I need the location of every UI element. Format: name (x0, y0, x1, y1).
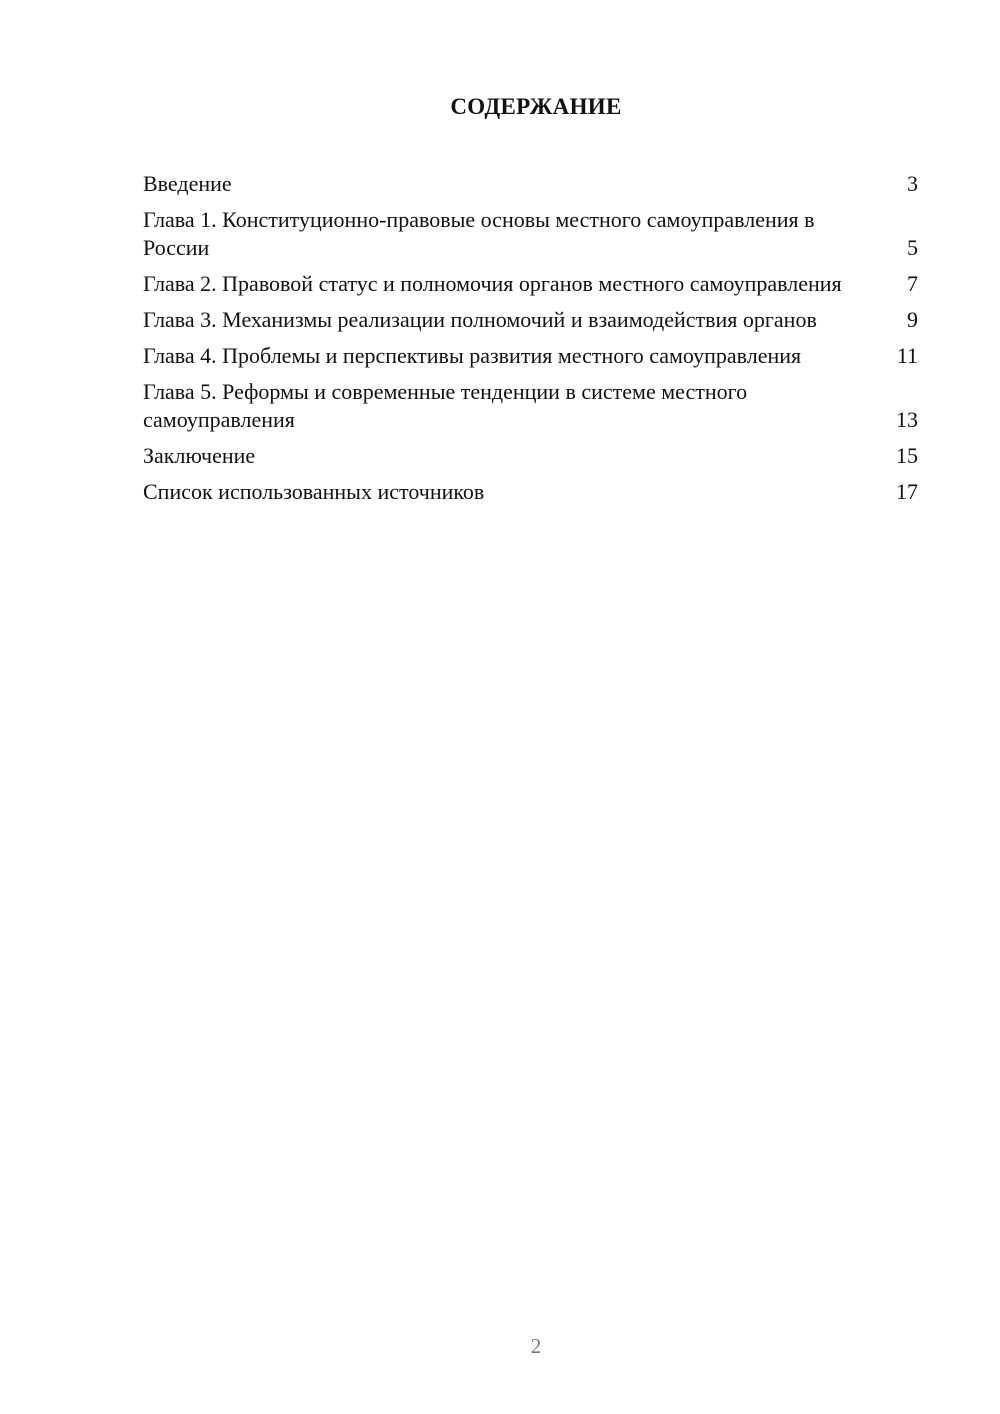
toc-entry-chapter-4 (143, 342, 918, 370)
toc-entry-label: Глава 5. Реформы и современные тенденции в системе местного самоуправления (143, 379, 748, 432)
toc-entry-references (143, 478, 918, 506)
toc-entry-page: 13 (896, 407, 918, 432)
toc-entry-page: 17 (896, 479, 918, 504)
toc-entry-label: Список использованных источников (143, 479, 485, 504)
toc-entry-label: Глава 1. Конституционно-правовые основы местного самоуправления в России (143, 207, 815, 260)
toc-entry-page: 11 (896, 343, 918, 368)
toc-entry-conclusion (143, 442, 918, 470)
toc-entry-label: Глава 2. Правовой статус и полномочия органов местного самоуправления (143, 271, 842, 296)
table-of-contents (143, 170, 918, 514)
toc-entry-label: Заключение (143, 443, 256, 468)
toc-entry-page: 5 (907, 235, 918, 260)
toc-entry-introduction (143, 170, 918, 198)
toc-entry-page: 9 (907, 307, 918, 332)
page-title: СОДЕРЖАНИЕ (450, 94, 622, 119)
toc-entry-label: Глава 4. Проблемы и перспективы развития местного самоуправления (143, 343, 802, 368)
page-number: 2 (530, 1334, 542, 1358)
toc-entry-page: 15 (896, 443, 918, 468)
toc-entry-label: Глава 3. Механизмы реализации полномочий и взаимодействия органов (143, 307, 817, 332)
toc-entry-chapter-2 (143, 270, 918, 298)
toc-entry-chapter-1 (143, 206, 918, 262)
toc-entry-page: 7 (907, 271, 918, 296)
toc-entry-chapter-5 (143, 378, 918, 434)
toc-entry-chapter-3 (143, 306, 918, 334)
toc-entry-label: Введение (143, 171, 232, 196)
toc-entry-page: 3 (907, 171, 918, 196)
